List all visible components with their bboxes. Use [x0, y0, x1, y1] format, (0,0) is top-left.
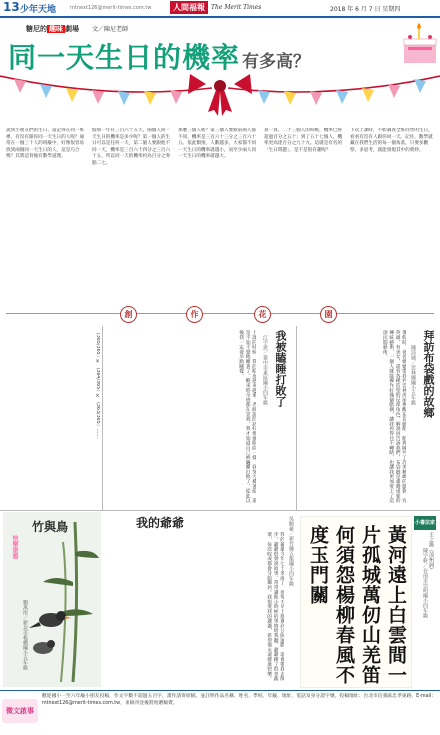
- header-email: mtnext126@merit-times.com.tw: [70, 5, 152, 11]
- calligraphy-column-4: 度玉門關: [307, 525, 329, 605]
- grandpa-story-text: 我的爺爺今年七十多歲了，他每天早上都會到公園運動，還會帶我去散步。爺爺很會說故事，常常講他小時候的事情給我聽。爺爺種了很多蔬菜，每次收成都會分給鄰居。我很愛我的爺爺，希望他永遠健康快樂。: [266, 532, 284, 681]
- article-column-5: 下次上課時，不妨調查全班同學的生日，看看有沒有人跟你同一天。記住，數學就藏在我們生活的每一個角落，只要多觀察、多思考，就能發現其中的奧妙。: [350, 128, 433, 153]
- column-divider: [102, 326, 103, 510]
- issue-date: 2018 年 6 月 7 日 星期四: [330, 6, 401, 13]
- section-title: 少年天地: [20, 5, 57, 15]
- column-tag-prefix: 糖尼的: [26, 25, 47, 33]
- sleep-story-byline: 江宇恩／臺中市東區國小四年級: [262, 335, 268, 405]
- submission-text: 歡迎國小一至六年級小朋友投稿，作文字數不超過五百字，畫作請寄原稿，並註明作品名稱、姓名、學校、年級、地址、電話及身分證字號。投稿地址：台北市信義區忠孝東路，E-mail：mtnext126@merit-times.com.tw，來稿刊登後將致贈稿費。: [42, 694, 437, 706]
- calligraphy-label: 小書法家: [414, 516, 436, 530]
- page-header: [0, 0, 440, 18]
- column-divider: [296, 326, 297, 510]
- article-column-4: 算一算，二十三個人的時候，機率已經超過百分之五十；到了五十七個人，機率更高達百分之九十九。這就是有名的「生日問題」，是不是很有趣呢？: [264, 128, 343, 153]
- main-story-author: 文／陳尼老師: [92, 26, 129, 33]
- happy-doodle-tag: 快樂塗鴉: [11, 535, 18, 559]
- puppet-story-title: 拜訪布袋戲的故鄉: [422, 330, 435, 418]
- main-title-text: 同一天生日的機率: [8, 41, 241, 74]
- left-column-text: （365/365）×（364/365）×（363/365）……: [95, 330, 100, 439]
- article-column-3: 那麼三個人呢？第三個人要跟前兩人都不同，機率是三百六十三分之三百六十五。依此類推，人數越多，大家都不同一天生日的機率就越小，而至少兩人同一天生日的機率就越大。: [178, 128, 257, 160]
- puppet-story-text: 暑假時，爸爸媽媽帶我到雲林虎尾參觀布袋戲館，館裡陳列了許多精緻的戲偶，有英雄、有美女，還有各種造型的反派角色。解說員告訴我們，布袋戲是臺灣重要的傳統藝術，一個人就能操作好幾個戲偶，讓我看得目不轉睛，也讓我更加愛上了這項民間藝術。: [381, 330, 406, 503]
- garden-circle-2: 作: [186, 306, 203, 323]
- main-story-title: [8, 36, 310, 72]
- call-for-submissions: [0, 690, 440, 735]
- calligraphy-poem-source: 王之渙《涼州詞》: [428, 532, 434, 572]
- row-divider: [0, 510, 440, 511]
- calligraphy-column-2: 片孤城萬仞山羌笛: [359, 525, 381, 685]
- garden-circle-1: 創: [120, 306, 137, 323]
- ribbon-bunting-decoration: [0, 70, 440, 130]
- newspaper-logo: 人間福報: [170, 1, 208, 14]
- sleep-story-text: 上課的時候，我的眼皮越來越重，老師說的話好像催眠曲一樣，我努力撐著頭，還是不知不覺地睡著了。醒來時全班都在笑我，我才知道自己被瞌睡打敗了，從此以後我一定要早點睡覺。: [238, 330, 256, 503]
- article-column-1: 說到小朋友們的生日，還記得在同一班裡，有沒有跟你同一天生日的人呢？通常在一個三十人的班級中，好像很容易找到兩個同一天生日的人，這是巧合嗎？其實這背後有數學道理。: [6, 128, 85, 160]
- calligraphy-artwork: [300, 516, 412, 688]
- calligraphy-column-3: 何須怨楊柳春風不: [333, 525, 355, 685]
- column-tag-suffix: 劇場: [65, 25, 79, 33]
- puppet-story-byline: 陳沛婕／雲林縣國小五年級: [410, 345, 416, 405]
- grandpa-story-title: 我的爺爺: [136, 516, 185, 530]
- article-column-2: 假如一年有三百六十五天，兩個人同一天生日的機率是多少呢？第一個人的生日可以是任何一天，第二個人要跟他不同一天，機率是三百六十四分之三百六十五，所以同一天的機率約為百分之零點二七。: [92, 128, 171, 166]
- main-title-suffix: 有多高？: [242, 52, 311, 72]
- section-divider: [6, 313, 434, 314]
- submission-label: 徵文啟事: [2, 699, 38, 723]
- grandpa-story-byline: 吳駿豪／新竹縣五龍國小四年級: [288, 516, 294, 586]
- sleep-story-title: 我被瞌睡打敗了: [274, 330, 287, 407]
- column-tag-box: 趣味: [49, 25, 63, 33]
- page-number: 13: [3, 0, 20, 14]
- bamboo-bird-byline: 劉禹彤／新北市板橋國小五年級: [22, 600, 28, 670]
- bamboo-bird-title: 竹與鳥: [32, 520, 69, 534]
- garden-circle-4: 園: [320, 306, 337, 323]
- newspaper-english-name: The Merit Times: [211, 4, 262, 11]
- birthday-cake-icon: [398, 17, 440, 67]
- column-tag: [26, 24, 79, 34]
- calligraphy-byline: 陳宇軒／台南市崇明國小四年級: [422, 548, 428, 618]
- calligraphy-column-1: 黃河遠上白雲間一: [385, 525, 407, 685]
- garden-circle-3: 花: [254, 306, 271, 323]
